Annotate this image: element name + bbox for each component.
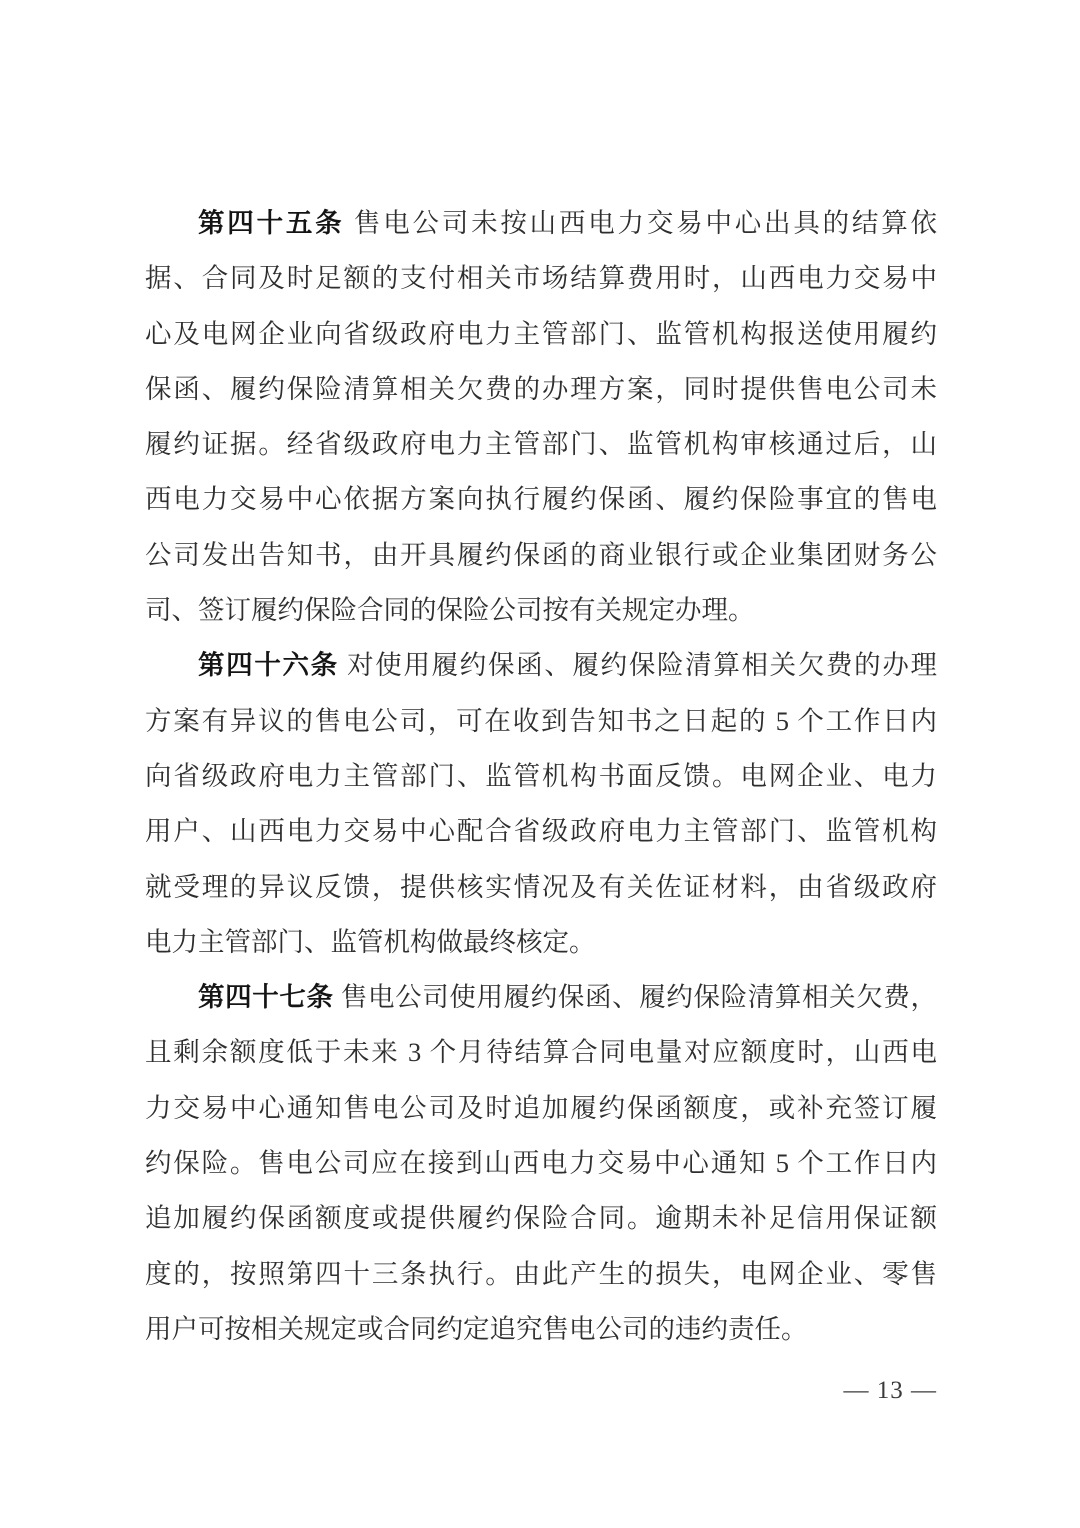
text-line: 度的，按照第四十三条执行。由此产生的损失，电网企业、零售 [145,1258,937,1289]
text-line: 方案有异议的售电公司，可在收到告知书之日起的 5 个工作日内 [145,705,937,736]
article-number-heading: 第四十七条 [198,982,334,1013]
document-body [145,196,937,1357]
text-line: 用户可按相关规定或合同约定追究售电公司的违约责任。 [145,1313,808,1344]
text-line: 第四十七条 售电公司使用履约保函、履约保险清算相关欠费， [198,982,937,1013]
text-line: 司、签订履约保险合同的保险公司按有关规定办理。 [145,595,755,626]
text-line: 西电力交易中心依据方案向执行履约保函、履约保险事宜的售电 [145,484,937,515]
text-line: 履约证据。经省级政府电力主管部门、监管机构审核通过后，山 [145,429,937,460]
text-line: 心及电网企业向省级政府电力主管部门、监管机构报送使用履约 [145,318,937,349]
text-line: 用户、山西电力交易中心配合省级政府电力主管部门、监管机构 [145,816,937,847]
article-number-heading: 第四十六条 [198,650,339,681]
text-line: 追加履约保函额度或提供履约保险合同。逾期未补足信用保证额 [145,1203,937,1234]
text-line: 力交易中心通知售电公司及时追加履约保函额度，或补充签订履 [145,1092,937,1123]
text-line: 向省级政府电力主管部门、监管机构书面反馈。电网企业、电力 [145,760,937,791]
article-number-heading: 第四十五条 [198,208,345,238]
page-number: — 13 — [843,1377,937,1404]
text-line: 保函、履约保险清算相关欠费的办理方案，同时提供售电公司未 [145,373,937,404]
text-line: 公司发出告知书，由开具履约保函的商业银行或企业集团财务公 [145,539,937,570]
article-paragraph [145,970,937,1357]
text-line: 据、合同及时足额的支付相关市场结算费用时，山西电力交易中 [145,263,937,294]
text-line: 电力主管部门、监管机构做最终核定。 [145,926,596,957]
text-line: 第四十六条 对使用履约保函、履约保险清算相关欠费的办理 [198,650,937,681]
text-line: 且剩余额度低于未来 3 个月待结算合同电量对应额度时，山西电 [145,1037,937,1068]
article-paragraph [145,196,937,638]
text-line: 约保险。售电公司应在接到山西电力交易中心通知 5 个工作日内 [145,1148,937,1179]
article-paragraph [145,638,937,970]
text-line: 第四十五条 售电公司未按山西电力交易中心出具的结算依 [198,208,937,238]
text-line: 就受理的异议反馈，提供核实情况及有关佐证材料，由省级政府 [145,871,937,902]
page-footer [145,1363,937,1418]
